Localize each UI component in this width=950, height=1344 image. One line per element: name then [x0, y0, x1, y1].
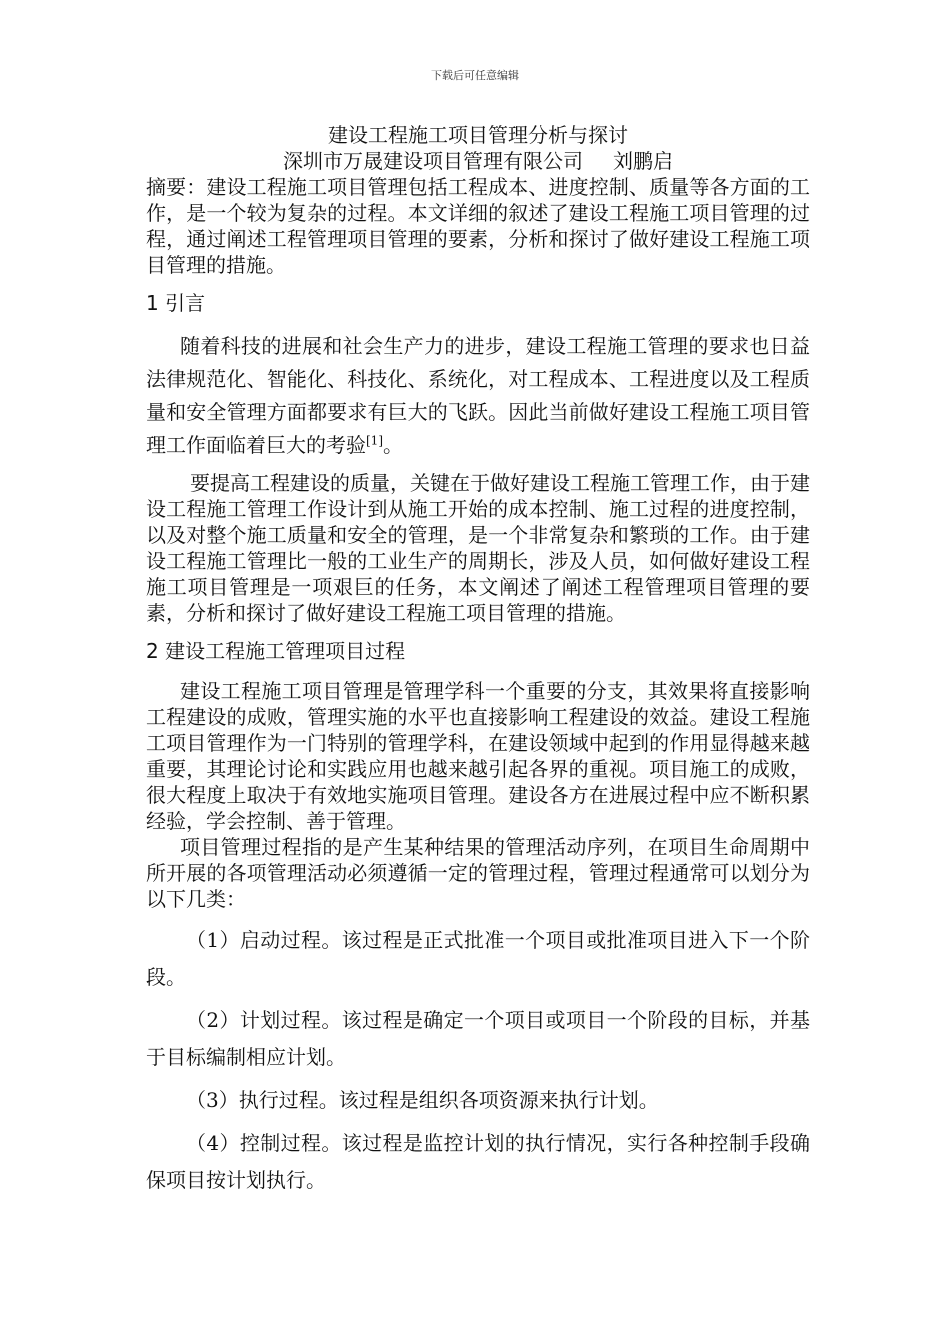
section-heading-intro: 1 引言 [146, 291, 206, 315]
process-paragraph-1: 建设工程施工项目管理是管理学科一个重要的分支，其效果将直接影响工程建设的成败，管理实施的水平也直接影响工程建设的效益。建设工程施工项目管理作为一门特别的管理学科，在建设领域中起到的作用显得越来越重要，其理论讨论和实践应用也越来越引起各界的重视。项目施工的成败，很大程度上取决于有效地实施项目管理。建设各方在进展过程中应不断积累经验，学会控制、善于管理。 [146, 679, 810, 833]
document-title: 建设工程施工项目管理分析与探讨 [328, 123, 628, 147]
author-name: 刘鹏启 [613, 149, 673, 173]
list-item: （3）执行过程。该过程是组织各项资源来执行计划。 [186, 1088, 659, 1112]
list-item: （4）控制过程。该过程是监控计划的执行情况，实行各种控制手段确保项目按计划执行。 [146, 1131, 810, 1192]
company-name: 深圳市万晟建设项目管理有限公司 [283, 149, 583, 173]
section-heading-process: 2 建设工程施工管理项目过程 [146, 639, 406, 663]
intro-paragraph-2: 要提高工程建设的质量，关键在于做好建设工程施工管理工作，由于建设工程施工管理工作设计到从施工开始的成本控制、施工过程的进度控制，以及对整个施工质量和安全的管理，是一个非常复杂和繁琐的工作。由于建设工程施工管理比一般的工业生产的周期长，涉及人员，如何做好建设工程施工项目管理是一项艰巨的任务，本文阐述了阐述工程管理项目管理的要素，分析和探讨了做好建设工程施工项目管理的措施。 [146, 471, 810, 625]
citation-ref: [1] [366, 433, 383, 448]
process-paragraph-2: 项目管理过程指的是产生某种结果的管理活动序列，在项目生命周期中所开展的各项管理活动必须遵循一定的管理过程，管理过程通常可以划分为以下几类： [146, 835, 810, 911]
list-item: （1）启动过程。该过程是正式批准一个项目或批准项目进入下一个阶段。 [146, 928, 810, 989]
header-note: 下载后可任意编辑 [431, 69, 519, 82]
author-line [146, 148, 810, 174]
list-item: （2）计划过程。该过程是确定一个项目或项目一个阶段的目标，并基于目标编制相应计划。 [146, 1008, 810, 1069]
abstract: 摘要：建设工程施工项目管理包括工程成本、进度控制、质量等各方面的工作，是一个较为复杂的过程。本文详细的叙述了建设工程施工项目管理的过程，通过阐述工程管理项目管理的要素，分析和探讨了做好建设工程施工项目管理的措施。 [146, 175, 810, 277]
intro-paragraph-1 [146, 330, 810, 462]
document-body [146, 122, 810, 1199]
intro-paragraph-1-end: 。 [383, 433, 403, 457]
intro-paragraph-1-text: 随着科技的进展和社会生产力的进步，建设工程施工管理的要求也日益法律规范化、智能化、科技化、系统化，对工程成本、工程进度以及工程质量和安全管理方面都要求有巨大的飞跃。因此当前做好建设工程施工项目管理工作面临着巨大的考验 [146, 334, 810, 457]
